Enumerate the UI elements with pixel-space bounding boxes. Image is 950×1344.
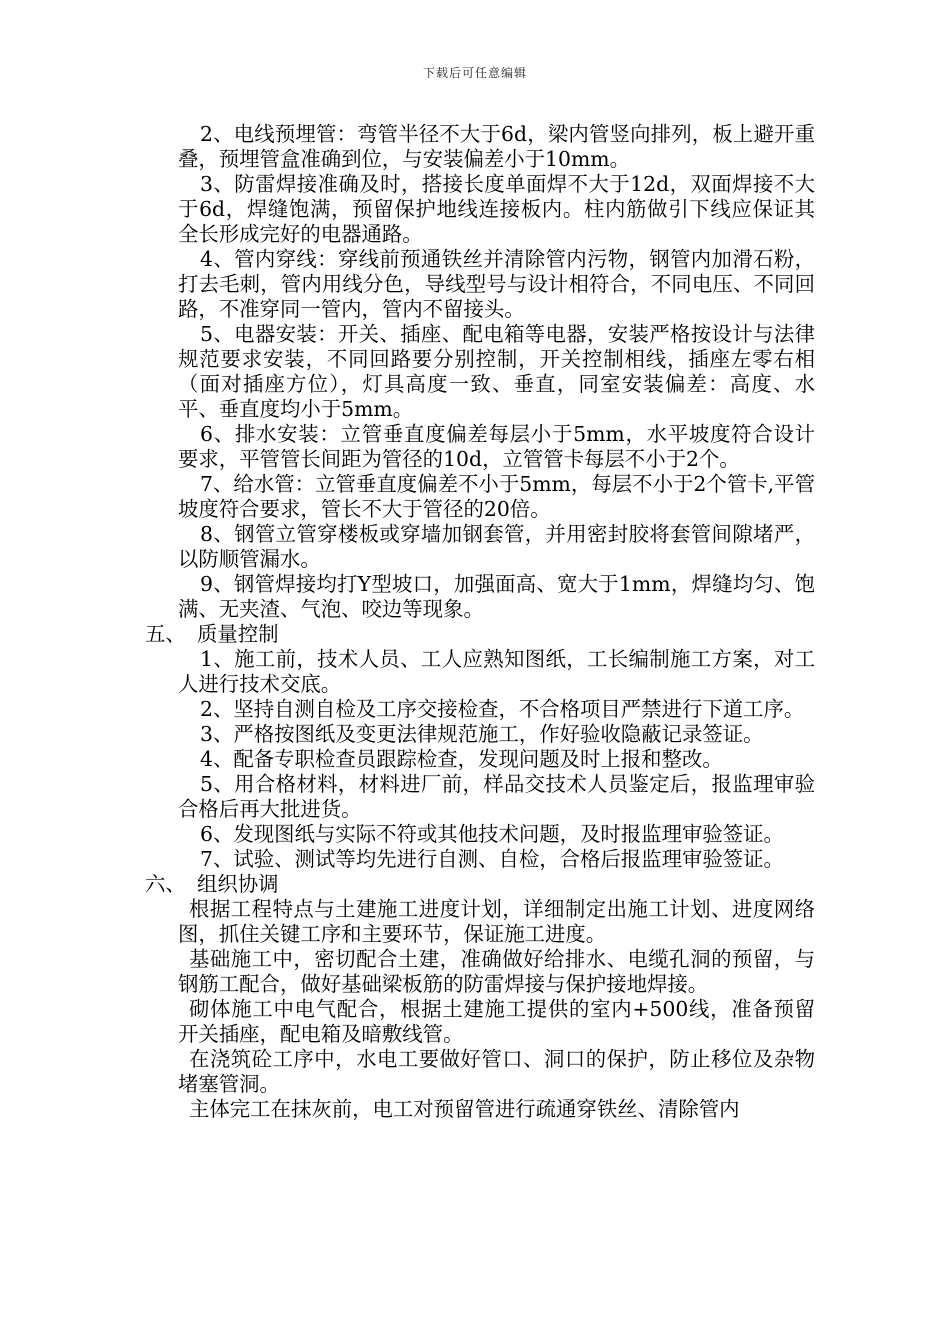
list-item: 1、施工前，技术人员、工人应熟知图纸，工长编制施工方案，对工人进行技术交底。	[178, 647, 815, 696]
paragraph: 在浇筑砼工序中，水电工要做好管口、洞口的保护，防止移位及杂物堵塞管洞。	[178, 1047, 815, 1096]
list-item: 6、排水安装：立管垂直度偏差每层小于5mm，水平坡度符合设计要求，平管管长间距为管径的10d，立管管卡每层不小于2个。	[178, 422, 815, 471]
list-item: 4、配备专职检查员跟踪检查，发现问题及时上报和整改。	[200, 747, 723, 771]
list-item: 3、防雷焊接准确及时，搭接长度单面焊不大于12d，双面焊接不大于6d，焊缝饱满，预留保护地线连接板内。柱内筋做引下线应保证其全长形成完好的电器通路。	[178, 172, 815, 246]
list-item: 3、严格按图纸及变更法律规范施工，作好验收隐蔽记录签证。	[200, 722, 764, 746]
list-item: 9、钢管焊接均打Y型坡口，加强面高、宽大于1mm，焊缝均匀、饱满、无夹渣、气泡、咬边等现象。	[178, 572, 815, 621]
list-item: 5、电器安装：开关、插座、配电箱等电器，安装严格按设计与法律规范要求安装，不同回路要分别控制，开关控制相线，插座左零右相（面对插座方位），灯具高度一致、垂直，同室安装偏差：高度、水平、垂直度均小于5mm。	[178, 322, 815, 421]
section-number: 五、	[145, 622, 186, 646]
section-number: 六、	[145, 872, 186, 896]
section-title: 组织协调	[197, 872, 279, 896]
paragraph: 基础施工中，密切配合土建，准确做好给排水、电缆孔洞的预留，与钢筋工配合，做好基础梁板筋的防雷焊接与保护接地焊接。	[178, 947, 815, 996]
list-item: 2、电线预埋管：弯管半径不大于6d，梁内管竖向排列，板上避开重叠，预埋管盒准确到位，与安装偏差小于10mm。	[178, 122, 815, 171]
list-item: 7、给水管：立管垂直度偏差不小于5mm，每层不小于2个管卡,平管坡度符合要求，管长不大于管径的20倍。	[178, 472, 815, 521]
page-header: 下载后可任意编辑	[422, 66, 527, 80]
list-item: 4、管内穿线：穿线前预通铁丝并清除管内污物，钢管内加滑石粉，打去毛刺，管内用线分色，导线型号与设计相符合，不同电压、不同回路，不准穿同一管内，管内不留接头。	[178, 247, 815, 321]
section-heading-quality	[145, 622, 815, 647]
paragraph: 主体完工在抹灰前，电工对预留管进行疏通穿铁丝、清除管内	[189, 1097, 740, 1121]
list-item: 7、试验、测试等均先进行自测、自检，合格后报监理审验签证。	[200, 847, 784, 871]
list-item: 2、坚持自测自检及工序交接检查，不合格项目严禁进行下道工序。	[200, 697, 805, 721]
section-title: 质量控制	[197, 622, 279, 646]
paragraph: 砌体施工中电气配合，根据土建施工提供的室内+500线，准备预留开关插座，配电箱及暗敷线管。	[178, 997, 815, 1046]
list-item: 6、发现图纸与实际不符或其他技术问题，及时报监理审验签证。	[200, 822, 784, 846]
list-item: 8、钢管立管穿楼板或穿墙加钢套管，并用密封胶将套管间隙堵严，以防顺管漏水。	[178, 522, 815, 571]
section-heading-coordination	[145, 872, 815, 897]
paragraph: 根据工程特点与土建施工进度计划，详细制定出施工计划、进度网络图，抓住关键工序和主要环节，保证施工进度。	[178, 897, 815, 946]
document-body	[145, 122, 815, 1122]
list-item: 5、用合格材料，材料进厂前，样品交技术人员鉴定后，报监理审验合格后再大批进货。	[178, 772, 815, 821]
